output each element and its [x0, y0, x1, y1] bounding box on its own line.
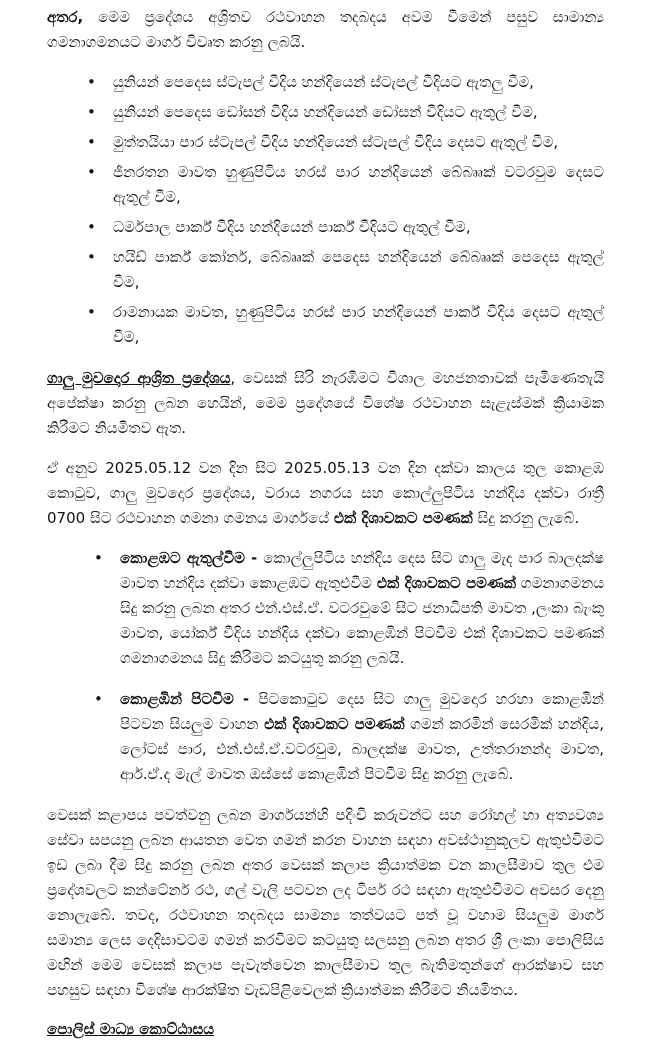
direction-text — [120, 687, 604, 787]
direction-one-way-emphasis: එක් දිශාවකට පමණක් — [264, 715, 405, 733]
bullet-icon: • — [87, 303, 96, 321]
bullet-text: හයිඩ් පාර්ක් කෝනර්, බේබෲක් පෙදෙස හන්දියෙන් බේබෲක් පෙදෙස ඇතුල් වීම, — [113, 248, 604, 291]
intro-paragraph — [47, 5, 604, 55]
direction-title: කොළඹින් පිටවීම - — [120, 690, 259, 708]
bullet-item — [47, 160, 604, 210]
bullet-icon: • — [87, 248, 96, 266]
bullet-text: යුනියන් පෙදෙස ඩෝසන් වීදිය හන්දියෙන් ඩෝසන් වීදියට ඇතුල් වීම, — [113, 103, 538, 121]
bullet-icon: • — [87, 133, 96, 151]
direction-seg1: පිටකොටුව දෙස සිට ගාලු මුවදොර හරහා කොළඹින් පිටවන සියලුම වාහන — [120, 690, 604, 733]
galle-face-heading: ගාලු මුවදොර ආශ්‍රිත ප්‍රදේශය — [47, 369, 231, 387]
galle-face-text: , වෙසක් සිරි නැරඹීමට විශාල මහජනතාවක් පැමිණෙතැයි අපේක්ෂා කරනු ලබන හෙයින්, මෙම ප්‍රදේශයේ විශේෂ රථවාහන සැළැස්මක් ක්‍රියාමක කිරීමට නියමිතව ඇත. — [47, 369, 604, 437]
bullet-item — [47, 70, 604, 95]
bullet-text: රාමනායක මාවත, හුණුපිටිය හරස් පාර හන්දියෙන් පාර්ක් වීදිය දෙසට ඇතුල් වීම, — [113, 303, 604, 346]
entry-bullet-list — [47, 70, 604, 350]
bullet-item — [47, 130, 604, 155]
schedule-one-way-emphasis: එක් දිශාවකට පමණක් — [333, 509, 473, 527]
schedule-text-post: සිදු කරනු ලැබේ. — [472, 509, 580, 527]
bullet-text: ජීනරතන මාවත හුණුපිටිය හරස් පාර හන්දියෙන් බේබෲක් වටරවුම දෙසට ඇතුල් වීම, — [113, 163, 604, 206]
bullet-text: යුනියන් පෙදෙස ස්ටැපල් වීදිය හන්දියෙන් ස්ටැපල් වීදියට ඇතලු වීම, — [113, 73, 534, 91]
bullet-icon: • — [87, 218, 96, 236]
bullet-icon: • — [94, 549, 103, 567]
direction-bullet-list — [47, 546, 604, 787]
bullet-icon: • — [87, 163, 96, 181]
bullet-icon: • — [87, 73, 96, 91]
intro-lead: අතර, — [47, 8, 84, 26]
direction-seg2: ගමනාගමනය සිදු කරනු ලබන අතර එන්.එස්.ඒ. වටරවුමේ සිට ජනාධිපති මාවත ,ලංකා බැංකු මාවත, යෝර්ක් වීදිය හන්දිය දක්වා කොළඹින් පිටවීම එක් දිශාවකට පමණක් ගමනාගමනය සිදු කිරිමට කටයුතු කරනු ලබයි. — [120, 574, 604, 667]
direction-seg2: ගමන් කරමින් සෙරමික් හන්දිය, ලෝටස් පාර, එන්.එස්.ඒ.වටරවුම, බාලදක්ෂ මාවත, උත්තරානන්ද මාවත, ආර්.ඒ.ද මැල් මාවත ඔස්සේ කොළඹින් පිටවීම සිදු කරනු ලැබේ. — [120, 715, 604, 783]
schedule-text-pre: ඒ අනුව 2025.05.12 වන දින සිට 2025.05.13 වන දින දක්වා කාලය තුල කොළඹ කොටුව, ගාලු මුවදොර ප්‍රදේශය, වරාය නගරය සහ කොල්ලුපිටිය හන්දිය දක්වා රාත්‍රී 0700 සිට රථවාහන ගමනා ගමනය මාර්ගයේ — [47, 459, 604, 527]
footer-division-title: පොලිස් මාධ්‍ය කොට්ඨාසය — [47, 1020, 215, 1038]
direction-seg1: කොල්ලුපිටිය හන්දිය දෙස සිට ගාලු මැද පාර බාලදක්ෂ මාවත හන්දිය දක්වා කොළඹට ඇතුළුවීම — [120, 549, 604, 592]
direction-item-entering-colombo — [47, 546, 604, 671]
galle-face-paragraph — [47, 366, 604, 441]
bullet-item — [47, 100, 604, 125]
bullet-icon: • — [87, 103, 96, 121]
closing-paragraph: වෙසක් කළාපය පවත්වනු ලබන මාර්ගයන්හි පදිංචි කරුවන්ට සහ රෝහල් හා අත්‍යවශ්‍ය සේවා සපයනු ලබන ආයතන වෙත ගමන් කරන වාහන සඳහා අවස්ථානුකූලව ඇතුළුවීමට ඉඩ ලබා දීම සිදු කරනු ලබන අතර වෙසක් කලාප ක්‍රියාත්මක වන කාලසීමාව තුල එම ප්‍රදේශවලට කන්ටේනර් රථ, ගල් වැලි පටවන ලද ටිපර් රථ සඳහා ඇතුළුවීමට අවසර දෙනු නොලැබේ. තවද, රථවාහන තදබදය සාමන්‍ය තත්වයට පත් වූ වහාම සියලුම මාර්ග සමාන්‍ය ලෙස දෙදිසාවටම ගමන් කරවීමට කටයුතු සලසනු ලබන අතර ශ්‍රී ලංකා පොලිසිය මඟින් මෙම වෙසක් කලාප පැවැත්වෙන කාලසීමාව තුල බැතිමතුන්ගේ ආරක්ෂාව සහ පහසුව සඳහා විශේෂ ආරක්ෂිත වැඩපිළිවෙලක් ක්‍රියාත්මක කිරීමට නියමිතය. — [47, 806, 604, 999]
bullet-item — [47, 215, 604, 240]
direction-item-exiting-colombo — [47, 687, 604, 787]
bullet-icon: • — [94, 690, 103, 708]
bullet-item — [47, 300, 604, 350]
direction-text — [120, 546, 604, 671]
intro-text: මෙම ප්‍රදේශය අශ්‍රිතව රථවාහන තදබදය අවම වීමෙන් පසුව සාමාන්‍ය ගමනාගමනයට මාර්ග විවෘත කරනු ලබයි. — [47, 8, 604, 51]
bullet-text: ධර්මපාල පාර්ක් වීදිය හන්දියෙන් පාර්ක් වීදියට ඇතුල් වීම, — [113, 218, 471, 236]
direction-title: කොළඹට ඇතුල්වීම - — [120, 549, 264, 567]
bullet-text: මුත්තයියා පාර ස්ටැපල් වීදිය හන්දියෙන් ස්ටැපල් වීදිය දෙසට ඇතුල් වීම, — [113, 133, 559, 151]
direction-one-way-emphasis: එක් දිශාවකට පමණක් — [376, 574, 516, 592]
bullet-item — [47, 245, 604, 295]
schedule-paragraph — [47, 456, 604, 531]
